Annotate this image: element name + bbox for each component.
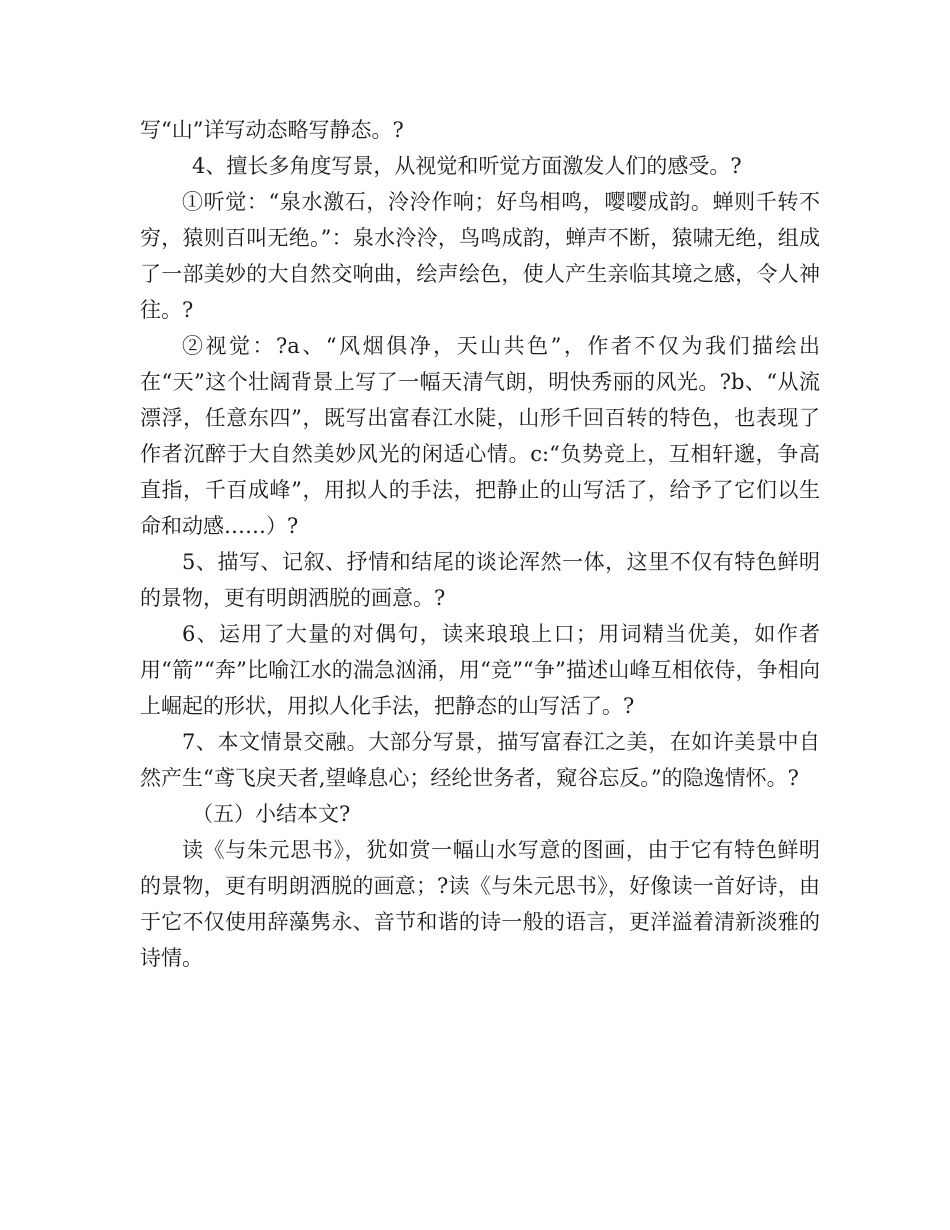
paragraph-summary: 读《与朱元思书》，犹如赏一幅山水写意的图画，由于它有特色鲜明的景物，更有明朗洒脱的画意；?读《与朱元思书》，好像读一首好诗，由于它不仅使用辞藻隽永、音节和谐的诗一般的语言，更洋溢着清新淡雅的诗情。: [140, 838, 820, 970]
section-heading-summary: （五）小结本文?: [192, 802, 351, 826]
paragraph-hearing: ①听觉：“泉水激石，泠泠作响；好鸟相鸣，嘤嘤成韵。蝉则千转不穷，猿则百叫无绝。”：泉水泠泠，鸟鸣成韵，蝉声不断，猿啸无绝，组成了一部美妙的大自然交响曲，绘声绘色，使人产生亲临其境之感，令人神往。?: [140, 190, 820, 322]
paragraph-point-5: 5、描写、记叙、抒情和结尾的谈论浑然一体，这里不仅有特色鲜明的景物，更有明朗洒脱的画意。?: [140, 550, 820, 610]
paragraph-point-6: 6、运用了大量的对偶句，读来琅琅上口；用词精当优美，如作者用“箭”“奔”比喻江水的湍急汹涌，用“竞”“争”描述山峰互相依侍，争相向上崛起的形状，用拟人化手法，把静态的山写活了。?: [140, 622, 820, 718]
paragraph-point-7: 7、本文情景交融。大部分写景，描写富春江之美，在如许美景中自然产生“鸢飞戾天者,望峰息心；经纶世务者，窥谷忘反。”的隐逸情怀。?: [140, 730, 820, 790]
document-body: [140, 112, 820, 976]
paragraph-continuation: 写“山”详写动态略写静态。?: [140, 118, 404, 142]
paragraph-vision: ②视觉：?a、“风烟俱净，天山共色”，作者不仅为我们描绘出在“天”这个壮阔背景上写了一幅天清气朗，明快秀丽的风光。?b、“从流漂浮，任意东四”，既写出富春江水陡，山形千回百转的特色，也表现了作者沉醉于大自然美妙风光的闲适心情。c:“负势竞上，互相轩邈，争高直指，千百成峰”，用拟人的手法，把静止的山写活了，给予了它们以生命和动感……）?: [140, 334, 820, 538]
paragraph-point-4: 4、擅长多角度写景，从视觉和听觉方面激发人们的感受。?: [192, 154, 742, 178]
